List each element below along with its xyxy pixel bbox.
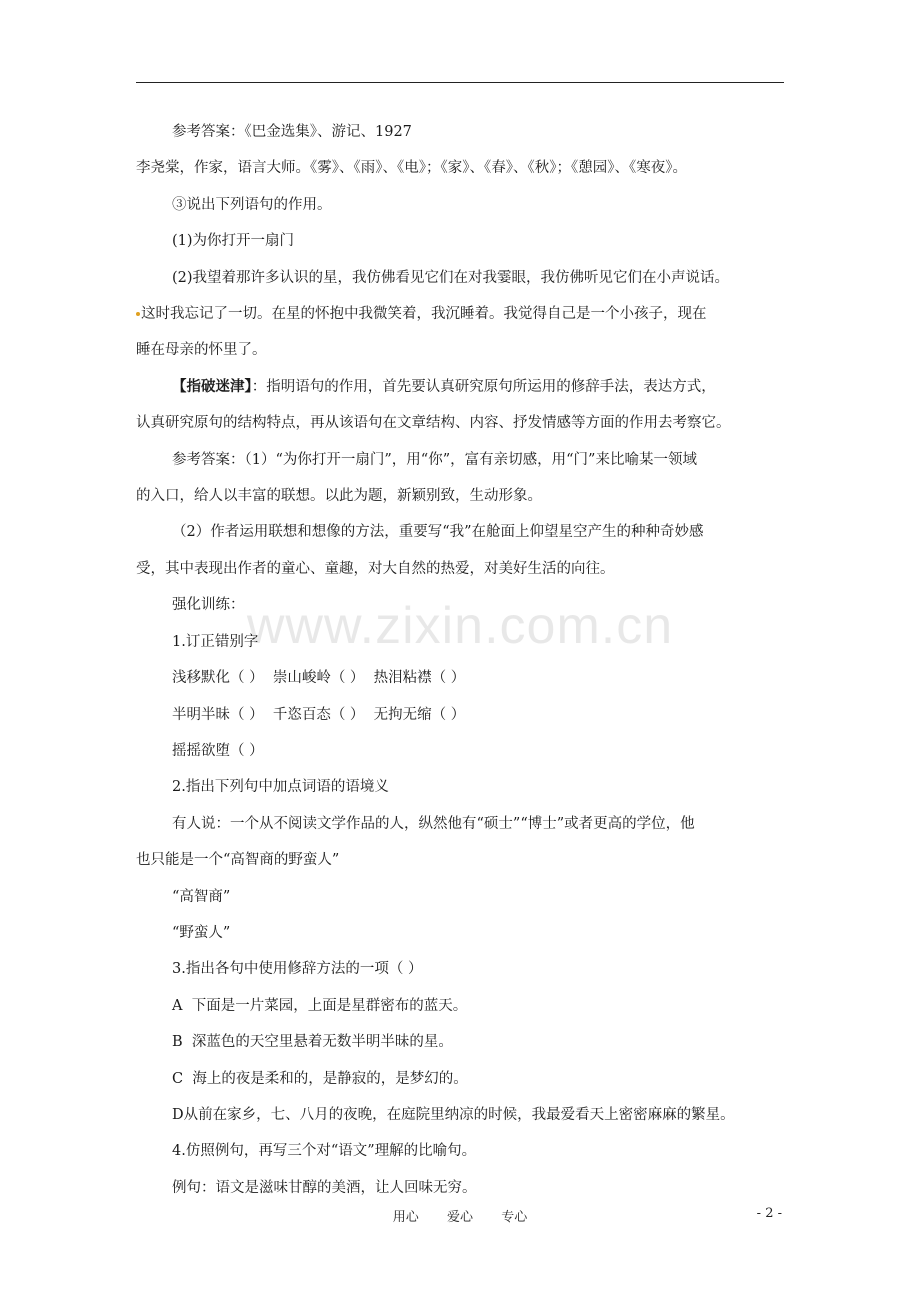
answer-line: 参考答案：《巴金选集》、游记、1927 (172, 124, 412, 140)
hint-line-1: 【指破迷津】：指明语句的作用，首先要认真研究原句所运用的修辞手法，表达方式， (172, 377, 716, 395)
watermark: www.zixin.com.cn (246, 597, 674, 655)
exercise-3-option-a: A 下面是一片菜园，上面是星群密布的蓝天。 (172, 997, 468, 1014)
item-1: (1)为你打开一扇门 (172, 233, 295, 250)
exercise-2-term-1: “高智商” (172, 888, 231, 905)
reference-answer-4: 受，其中表现出作者的童心、童趣，对大自然的热爱，对美好生活的向往。 (136, 560, 615, 577)
exercise-1-title: 1.订正错别字 (172, 633, 259, 650)
reference-answer-1: 参考答案：（1）“为你打开一扇门”，用“你”，富有亲切感，用“门”来比喻某一领域 (172, 451, 697, 468)
exercise-3-option-d: D从前在家乡，七、八月的夜晚，在庭院里纳凉的时候，我最爱看天上密密麻麻的繁星。 (172, 1106, 735, 1123)
item-2-line-3: 睡在母亲的怀里了。 (136, 342, 267, 359)
exercise-2-text-1: 有人说：一个从不阅读文学作品的人，纵然他有“硕士”“博士”或者更高的学位，他 (172, 815, 695, 832)
footer-motto: 用心 爱心 专心 (392, 1210, 528, 1225)
hint-line-2: 认真研究原句的结构特点，再从该语句在文章结构、内容、抒发情感等方面的作用去考察它。 (136, 415, 731, 432)
reference-answer-2: 的入口，给人以丰富的联想。以此为题，新颖别致，生动形象。 (136, 488, 542, 505)
exercise-4-title: 4.仿照例句，再写三个对“语文”理解的比喻句。 (172, 1143, 477, 1160)
reference-answer-3: （2）作者运用联想和想像的方法，重要写“我”在舱面上仰望星空产生的种种奇妙感 (172, 524, 704, 541)
exercise-4-example: 例句：语文是滋味甘醇的美酒，让人回味无穷。 (172, 1179, 477, 1196)
exercise-1-row-3: 摇摇欲堕（ ） (172, 742, 264, 759)
exercise-3-option-b: B 深蓝色的天空里悬着无数半明半昧的星。 (172, 1034, 453, 1051)
exercise-2-text-2: 也只能是一个“高智商的野蛮人” (136, 852, 340, 869)
exercise-3-title: 3.指出各句中使用修辞方法的一项（ ） (172, 961, 423, 978)
document-body (136, 114, 786, 1206)
question-heading: ③说出下列语句的作用。 (172, 196, 332, 213)
item-2-line-2: 这时我忘记了一切。在星的怀抱中我微笑着，我沉睡着。我觉得自己是一个小孩子，现在 (136, 296, 786, 332)
highlight-mark (136, 312, 140, 316)
exercise-1-row-2: 半明半昧（ ） 千恣百态（ ） 无拘无缩（ ） (172, 706, 466, 723)
page-number: - 2 - (756, 1206, 782, 1221)
header-rule (136, 82, 784, 83)
exercise-1-row-1: 浅移默化（ ） 崇山峻岭（ ） 热泪粘襟（ ） (172, 670, 466, 687)
hint-label: 【指破迷津】 (172, 377, 252, 395)
training-heading: 强化训练： (172, 597, 245, 614)
item-2-line-1: (2)我望着那许多认识的星，我仿佛看见它们在对我霎眼，我仿佛听见它们在小声说话。 (172, 269, 730, 286)
exercise-2-term-2: “野蛮人” (172, 924, 231, 941)
author-line: 李尧棠，作家，语言大师。《雾》、《雨》、《电》；《家》、《春》、《秋》；《憩园》、《寒夜》。 (136, 160, 687, 177)
exercise-2-title: 2.指出下列句中加点词语的语境义 (172, 779, 389, 796)
exercise-3-option-c: C 海上的夜是柔和的，是静寂的，是梦幻的。 (172, 1070, 468, 1087)
